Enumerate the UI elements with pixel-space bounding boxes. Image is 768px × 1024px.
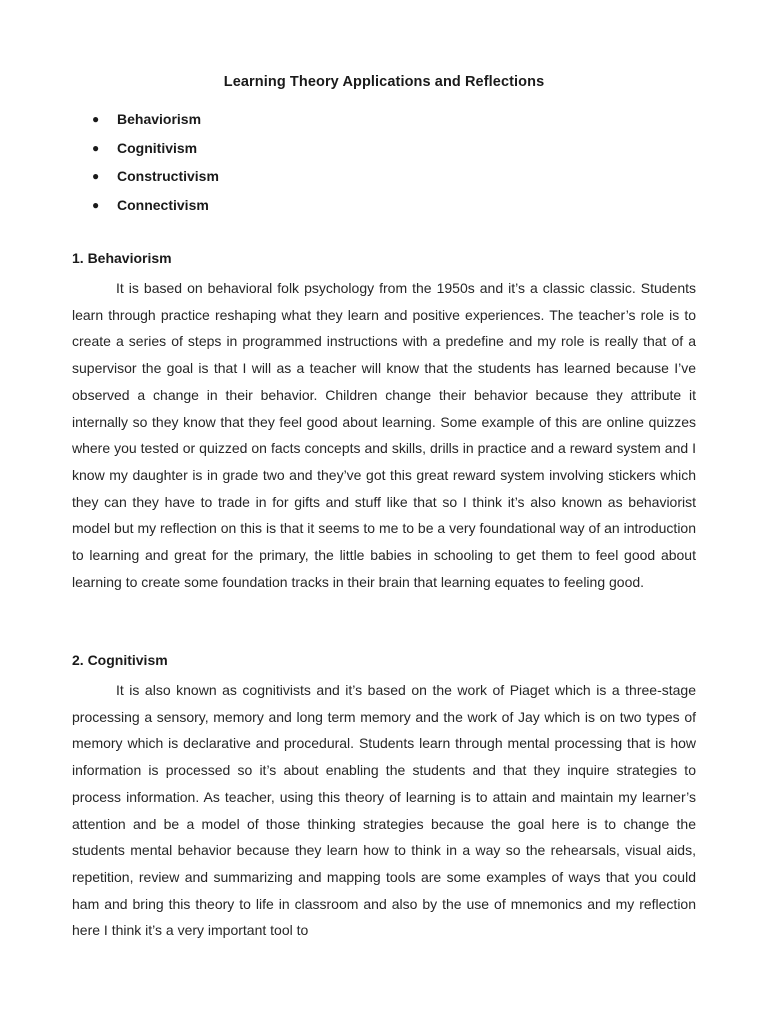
list-item (92, 167, 219, 196)
topic-label-cognitivism: Cognitivism (117, 139, 198, 156)
bullet-icon: ● (92, 169, 100, 184)
bullet-icon: ● (92, 112, 100, 126)
list-item (92, 139, 219, 168)
section-paragraph: It is also known as cognitivists and it’s based on the work of Piaget which is a three-stage processing a sensory, memory and long term memory and the work of Jay which is on two types of memory which is declarative and procedural. Students learn through mental processing that is how information is processed so it’s about enabling the students and that they inquire strategies to process information. As teacher, using this theory of learning is to attain and maintain my learner’s attention and be a model of those thinking strategies because the goal here is to change the students mental behavior because they learn how to think in a way so the rehearsals, visual aids, repetition, review and summarizing and mapping tools are some examples of ways that you could ham and bring this theory to life in classroom and also by the use of mnemonics and my reflection here I think it’s a very important tool to (72, 682, 696, 939)
document-title: Learning Theory Applications and Reflections (223, 74, 545, 90)
bullet-icon: ● (92, 198, 100, 213)
section-heading: 1. Behaviorism (72, 250, 172, 266)
topic-label-connectivism: Connectivism (117, 197, 209, 214)
section-paragraph: It is based on behavioral folk psychology from the 1950s and it’s a classic classic. Students learn through practice reshaping what they learn and positive experiences. The teacher’s role is to create a series of steps in programmed instructions with a predefine and my role is really that of a supervisor the goal is that I will as a teacher will know that the students has learned because I’ve observed a change in their behavior. Children change their behavior because they attribute it internally so they know that they feel good about learning. Some example of this are online quizzes where you tested or quizzed on facts concepts and skills, drills in practice and a reward system and I know my daughter is in grade two and they’ve got this great reward system involving stickers which they can they have to trade in for gifts and stuff like that so I think it’s also known as behaviorist model but my reflection on this is that it seems to me to be a very foundational way of an introduction to learning and great for the primary, the little babies in schooling to get them to feel good about learning to create some foundation tracks in their brain that learning equates to feeling good. (72, 280, 696, 590)
list-item (92, 110, 219, 139)
section-heading: 2. Cognitivism (72, 652, 168, 668)
topic-label-constructivism: Constructivism (117, 168, 219, 185)
topic-list (92, 110, 219, 225)
section-cognitivism (72, 651, 696, 944)
section-behaviorism (72, 249, 696, 595)
list-item (92, 196, 219, 225)
topic-label-behaviorism: Behaviorism (117, 111, 202, 127)
bullet-icon: ● (92, 140, 100, 155)
